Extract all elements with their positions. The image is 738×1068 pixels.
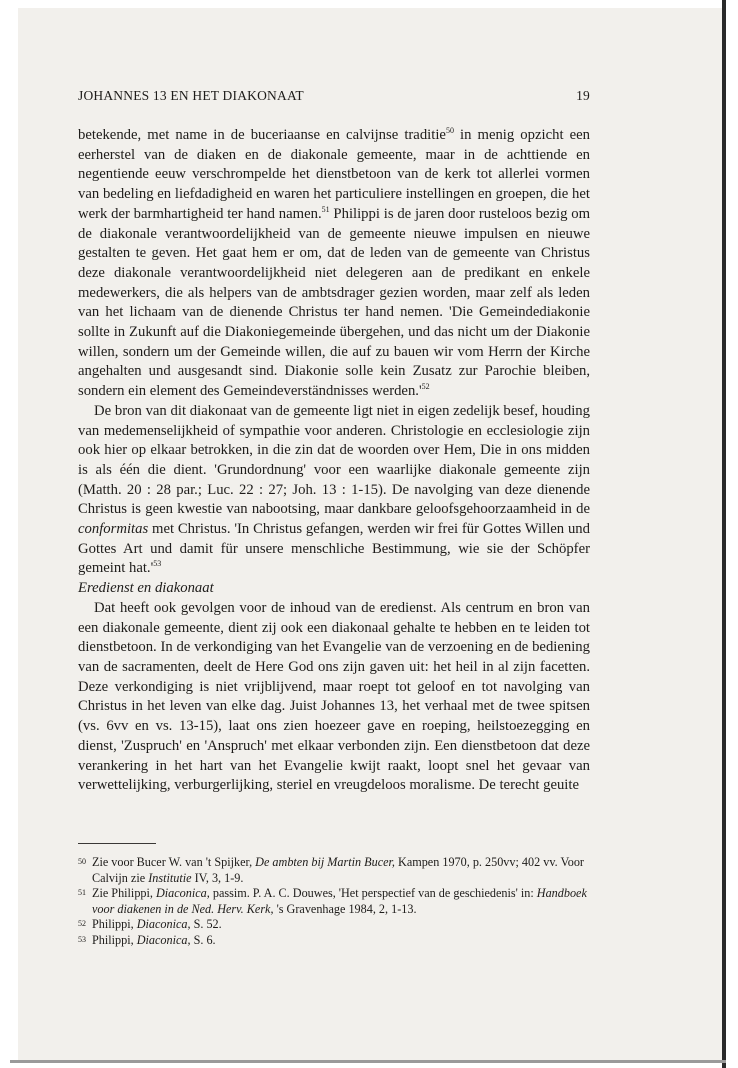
footnote-number: 50 [78, 857, 86, 866]
footnote [78, 855, 590, 886]
text-run: in menig opzicht een eerherstel van de diaken en de diakonale gemeente, maar in de achttiende en negentiende eeuw verschrompelde het dienstbetoon van de kerk tot allerlei vormen van bedeling en liefdadigheid en waren het particuliere instellingen en groepen, die het werk der barmhartigheid ter hand namen. [78, 127, 591, 222]
text-run: IV, 3, 1-9. [191, 870, 244, 885]
text-run: De bron van dit diakonaat van de gemeente ligt niet in eigen zedelijk besef, houding van medemenselijkheid of sympathie voor anderen. Christologie en ecclesiologie zijn ook hier op elkaar betrokken, in die zin dat de woorden over Hem, Die in ons midden is als één die dient. 'Grundordnung' voor een waarlijke diakonale gemeente zijn (Matth. 20 : 28 par.; Luc. 22 : 27; Joh. 13 : 1-15). De navolging van deze dienende Christus is geen kwestie van nabootsing, maar dankbare geloofsgehoorzaamheid in de [78, 402, 590, 518]
italic-text: Institutie [148, 870, 192, 885]
section-heading [78, 579, 590, 599]
italic-text: Diaconica, [136, 932, 191, 947]
paragraph [78, 402, 590, 579]
text-run: Philippi is de jaren door rusteloos bezig om de diakonale verantwoordelijkheid van de gemeente nieuwe impulsen en nieuwe gestalten te geven. Het gaat hem er om, dat de leden van de gemeente van Christus deze diakonale verantwoordelijkheid niet delegeren aan de predikant en enkele medewerkers, die als helpers van de ambtsdrager gezien worden, maar zelf als leden van het lichaam van de dienende Christus ter hand nemen. 'Die Gemeindediakonie sollte in Zukunft auf die Diakoniegemeinde übergehen, und das nicht um der Diakonie willen, sondern um der Gemeinde willen, die auf zu bauen wir vom Herrn der Kirche angehalten und ausgesandt sind. Diakonie solle kein Zusatz zur Parochie bleiben, sondern ein element des Gemeindeverständnisses werden.' [78, 205, 590, 400]
page-number: 19 [576, 88, 590, 103]
footnote [78, 886, 590, 917]
text-run: Philippi, [92, 932, 137, 947]
footnote-number: 52 [78, 919, 86, 929]
footnote-ref: 51 [321, 204, 330, 214]
text-run: Dat heeft ook gevolgen voor de inhoud van de eredienst. Als centrum en bron van een diakonale gemeente, dient zij ook een diakonaal gehalte te hebben en te leiden tot dienstbetoon. In de verkondiging van het Evangelie van de verzoening en de bediening van de sacramenten, deelt de Here God ons zijn gaven uit: het heil in al zijn facetten. Deze verkondiging is niet vrijblijvend, maar roept tot geloof en tot navolging van Christus in het leven van elke dag. Juist Johannes 13, het verhaal met de twee spitsen (vs. 6vv en vs. 13-15), laat ons zien hoezeer gave en roeping, heilstoezegging en dienst, 'Zuspruch' en 'Anspruch' met elkaar verbonden zijn. Een dienstbetoon dat deze verankering in het hart van het Evangelie kwijt raakt, loopt snel het gevaar van verwettelijking, verburgerlijking, steriel en vreugdeloos moralisme. De terecht geuite [78, 599, 590, 794]
text-run: S. 52. [190, 917, 222, 932]
footnote-number: 53 [78, 934, 86, 944]
text-run: Zie voor Bucer W. van 't Spijker, [92, 855, 256, 869]
text-run: Eredienst en diakonaat [78, 580, 214, 597]
footnote-ref: 50 [445, 126, 454, 136]
footnote [78, 933, 590, 949]
paragraph [78, 126, 590, 402]
footnote-divider [78, 843, 156, 844]
italic-text: Diaconica, [136, 917, 191, 932]
italic-text: conformitas [78, 521, 149, 538]
footnote-number: 51 [78, 888, 86, 898]
footnotes [78, 855, 590, 949]
footnote [78, 917, 590, 933]
italic-text: Diaconica, [155, 886, 210, 901]
text-run: 's Gravenhage 1984, 2, 1-13. [273, 901, 417, 916]
scan-edge-bottom [10, 1060, 726, 1063]
scan-edge-right [722, 0, 726, 1068]
text-run: Philippi, [92, 917, 137, 932]
text-run: betekende, met name in de buceriaanse en calvijnse traditie [78, 127, 446, 143]
footnote-ref: 53 [153, 559, 162, 569]
italic-text: De ambten bij Martin Bucer, [255, 855, 395, 869]
text-run: met Christus. 'In Christus gefangen, werden wir frei für Gottes Willen und Gottes Art und damit für unsere menschliche Bestimmung, wie sie der Schöpfer gemeint hat.' [78, 521, 590, 577]
paragraph [78, 599, 590, 796]
italic-text: Handboek voor diakenen in de Ned. Herv. Kerk, [92, 886, 587, 916]
body-text [78, 126, 590, 796]
running-title: JOHANNES 13 EN HET DIAKONAAT [78, 88, 304, 103]
footnote-ref: 52 [421, 382, 430, 392]
text-run: S. 6. [190, 932, 216, 947]
text-run: Zie Philippi, [92, 886, 156, 901]
text-run: passim. P. A. C. Douwes, 'Het perspectief van de geschiedenis' in: [209, 886, 537, 901]
text-run: Kampen 1970, p. 250vv; 402 vv. Voor Calvijn zie [92, 855, 584, 885]
